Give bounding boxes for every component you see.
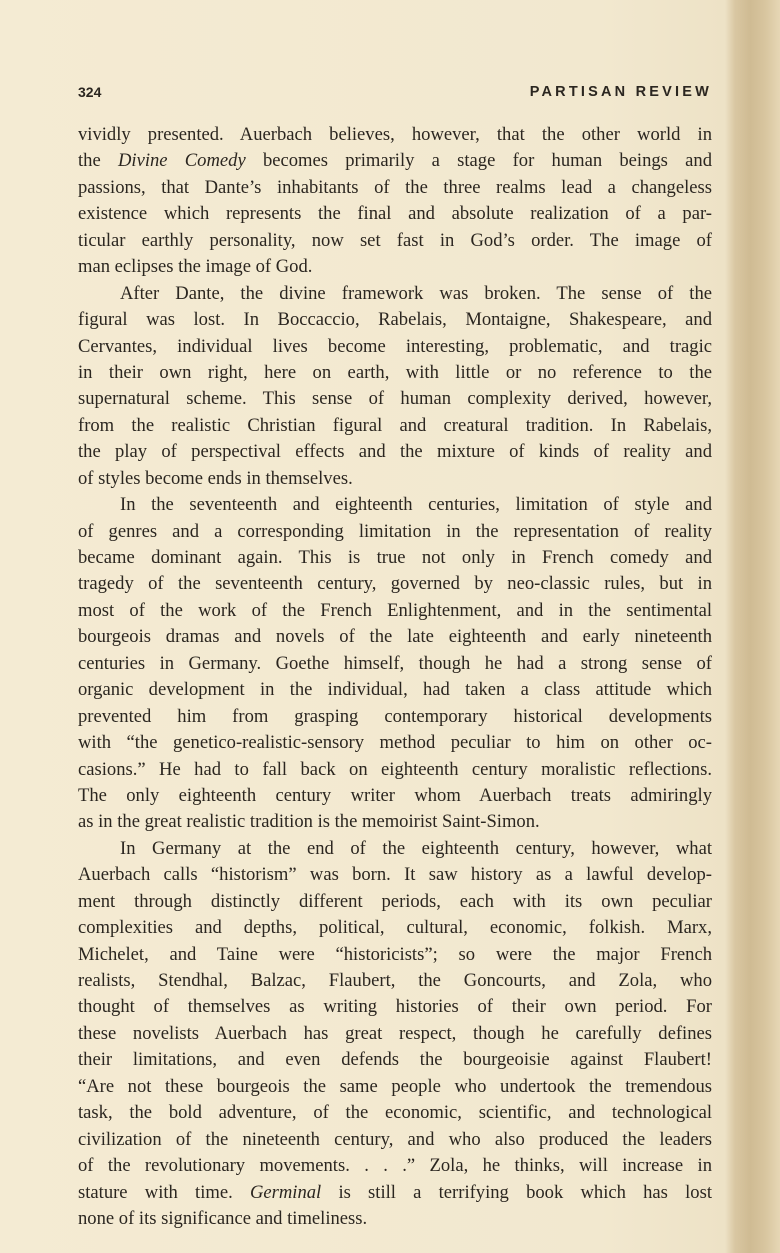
running-title: PARTISAN REVIEW (529, 84, 712, 100)
text-segment: the play of perspectival effects and the mixture of kinds of reality and (78, 441, 712, 463)
text-line (78, 545, 712, 571)
body-text (78, 122, 712, 1232)
text-line (78, 413, 712, 439)
text-segment: becomes primarily a stage for human beings and (245, 150, 712, 172)
text-segment: these novelists Auerbach has great respect, though he carefully defines (78, 1022, 712, 1044)
text-line (78, 862, 712, 888)
text-line (78, 201, 712, 227)
text-segment: prevented him from grasping contemporary historical developments (78, 705, 712, 727)
text-segment: of genres and a corresponding limitation in the representation of reality (78, 520, 712, 542)
text-line (78, 809, 712, 835)
text-segment: Auerbach calls “historism” was born. It saw history as a lawful develop- (78, 864, 712, 886)
text-line (78, 1021, 712, 1047)
text-segment: Michelet, and Taine were “historicists”; so were the major French (78, 943, 712, 965)
text-line (78, 254, 712, 280)
text-segment: The only eighteenth century writer whom Auerbach treats admiringly (78, 784, 712, 806)
text-segment: supernatural scheme. This sense of human complexity derived, however, (78, 388, 712, 410)
text-segment: bourgeois dramas and novels of the late eighteenth and early nineteenth (78, 626, 712, 648)
text-segment: in their own right, here on earth, with little or no reference to the (78, 361, 712, 383)
text-segment: complexities and depths, political, cultural, economic, folkish. Marx, (78, 917, 712, 939)
text-line (78, 439, 712, 465)
text-line (78, 994, 712, 1020)
text-segment: existence which represents the final and absolute realization of a par- (78, 203, 712, 225)
text-segment: centuries in Germany. Goethe himself, though he had a strong sense of (78, 652, 712, 674)
text-line (78, 122, 712, 148)
text-segment: figural was lost. In Boccaccio, Rabelais, Montaigne, Shakespeare, and (78, 309, 712, 331)
text-segment: In Germany at the end of the eighteenth century, however, what (120, 837, 712, 859)
text-line (78, 334, 712, 360)
text-segment: passions, that Dante’s inhabitants of the three realms lead a changeless (78, 176, 712, 198)
text-line (78, 757, 712, 783)
text-line (78, 968, 712, 994)
text-line (78, 1180, 712, 1206)
text-segment: the (78, 150, 118, 172)
text-segment: casions.” He had to fall back on eighteenth century moralistic reflections. (78, 758, 712, 780)
text-segment: none of its significance and timeliness. (78, 1207, 368, 1229)
text-line (78, 281, 712, 307)
text-line (78, 1153, 712, 1179)
text-line (78, 915, 712, 941)
text-line (78, 704, 712, 730)
text-segment: vividly presented. Auerbach believes, however, that the other world in (78, 124, 712, 145)
text-segment: of the revolutionary movements. . . .” Zola, he thinks, will increase in (78, 1155, 712, 1177)
text-line (78, 571, 712, 597)
text-line (78, 228, 712, 254)
text-line (78, 1074, 712, 1100)
text-line (78, 175, 712, 201)
text-line (78, 519, 712, 545)
text-line (78, 942, 712, 968)
text-segment: became dominant again. This is true not only in French comedy and (78, 547, 712, 568)
text-line (78, 677, 712, 703)
paragraph (78, 492, 712, 836)
text-line (78, 307, 712, 333)
text-segment: Cervantes, individual lives become interesting, problematic, and tragic (78, 335, 712, 357)
text-segment: stature with time. (78, 1181, 250, 1203)
text-segment: tragedy of the seventeenth century, governed by neo-classic rules, but in (78, 573, 712, 595)
text-line (78, 836, 712, 862)
text-segment: as in the great realistic tradition is the memoirist Saint-Simon. (78, 811, 540, 833)
text-segment: man eclipses the image of God. (78, 256, 313, 278)
text-line (78, 148, 712, 174)
page-header (78, 84, 712, 106)
text-line (78, 360, 712, 386)
text-segment: “Are not these bourgeois the same people who undertook the tremendous (78, 1075, 712, 1097)
text-segment: of styles become ends in themselves. (78, 467, 353, 489)
text-line (78, 598, 712, 624)
text-segment: organic development in the individual, had taken a class attitude which (78, 679, 712, 701)
text-line (78, 492, 712, 518)
text-segment: most of the work of the French Enlightenment, and in the sentimental (78, 599, 712, 621)
italic-title: Germinal (249, 1181, 322, 1203)
text-line (78, 1127, 712, 1153)
paragraph (78, 836, 712, 1233)
text-line (78, 889, 712, 915)
paragraph (78, 281, 712, 493)
text-line (78, 651, 712, 677)
text-segment: task, the bold adventure, of the economic, scientific, and technological (78, 1102, 712, 1124)
text-segment: is still a terrifying book which has lost (321, 1181, 712, 1203)
text-segment: civilization of the nineteenth century, and who also produced the leaders (78, 1128, 712, 1150)
italic-title: Divine Comedy (117, 150, 246, 172)
text-segment: After Dante, the divine framework was broken. The sense of the (120, 282, 712, 304)
text-line (78, 1206, 712, 1232)
text-segment: from the realistic Christian figural and creatural tradition. In Rabelais, (78, 414, 712, 436)
text-line (78, 624, 712, 650)
text-segment: ment through distinctly different periods, each with its own peculiar (78, 890, 712, 912)
text-line (78, 1047, 712, 1073)
text-segment: their limitations, and even defends the bourgeoisie against Flaubert! (78, 1049, 712, 1071)
text-segment: ticular earthly personality, now set fast in God’s order. The image of (78, 229, 712, 251)
text-line (78, 466, 712, 492)
text-line (78, 386, 712, 412)
text-line (78, 783, 712, 809)
text-segment: thought of themselves as writing histories of their own period. For (78, 996, 712, 1018)
text-line (78, 730, 712, 756)
text-line (78, 1100, 712, 1126)
text-segment: realists, Stendhal, Balzac, Flaubert, the Goncourts, and Zola, who (78, 970, 712, 991)
page-number: 324 (78, 84, 102, 100)
text-segment: with “the genetico-realistic-sensory method peculiar to him on other oc- (78, 732, 712, 754)
text-segment: In the seventeenth and eighteenth centuries, limitation of style and (120, 494, 712, 516)
paragraph (78, 122, 712, 281)
